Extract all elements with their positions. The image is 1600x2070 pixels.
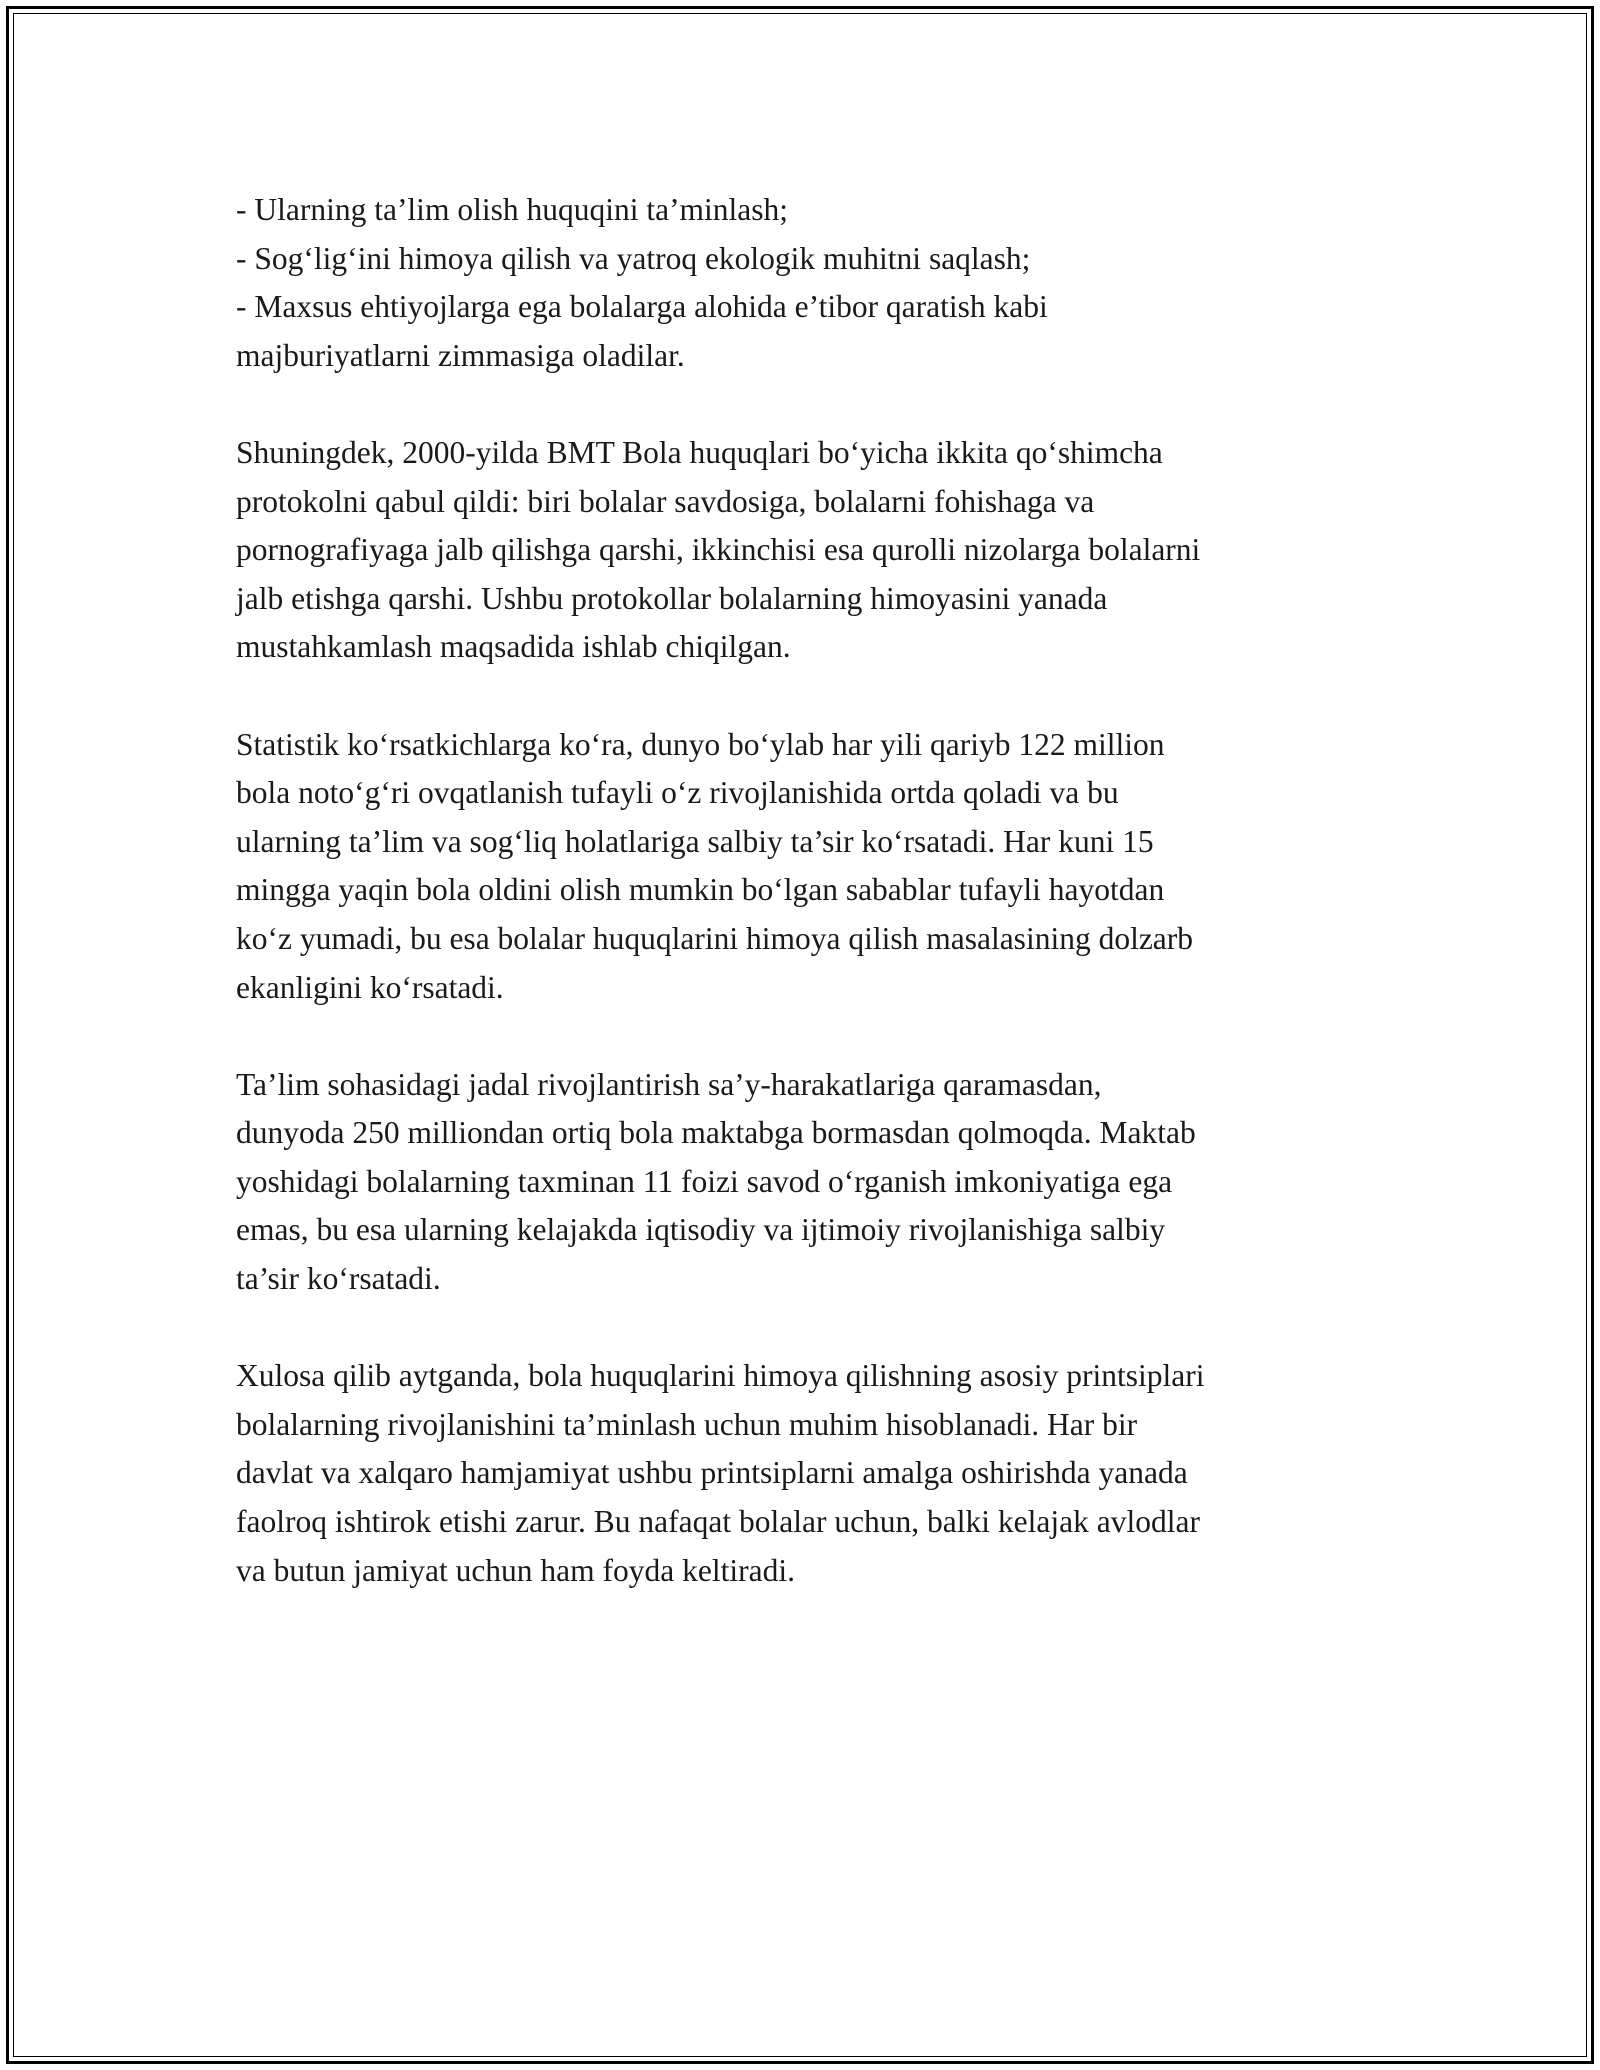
- text-line: ekanligini ko‘rsatadi.: [236, 969, 504, 1005]
- paragraph-protocols: [236, 429, 1376, 672]
- text-line: Xulosa qilib aytganda, bola huquqlarini himoya qilishning asosiy printsiplari: [236, 1358, 1205, 1394]
- paragraph-education: [236, 1061, 1376, 1304]
- text-line: mingga yaqin bola oldini olish mumkin bo‘lgan sabablar tufayli hayotdan: [236, 872, 1165, 908]
- text-line: emas, bu esa ularning kelajakda iqtisodiy va ijtimoiy rivojlanishiga salbiy: [236, 1212, 1166, 1248]
- text-line: faolroq ishtirok etishi zarur. Bu nafaqat bolalar uchun, balki kelajak avlodlar: [236, 1504, 1200, 1540]
- document-body: [236, 186, 1376, 1595]
- text-line: yoshidagi bolalarning taxminan 11 foizi savod o‘rganish imkoniyatiga ega: [236, 1163, 1173, 1199]
- text-line: Shuningdek, 2000-yilda BMT Bola huquqlari bo‘yicha ikkita qo‘shimcha: [236, 434, 1163, 470]
- text-line: bolalarning rivojlanishini ta’minlash uchun muhim hisoblanadi. Har bir: [236, 1406, 1138, 1442]
- text-line: jalb etishga qarshi. Ushbu protokollar bolalarning himoyasini yanada: [236, 580, 1108, 616]
- text-line: davlat va xalqaro hamjamiyat ushbu printsiplarni amalga oshirishda yanada: [236, 1455, 1188, 1491]
- text-line: bola noto‘g‘ri ovqatlanish tufayli o‘z rivojlanishida ortda qoladi va bu: [236, 775, 1119, 811]
- text-line: Statistik ko‘rsatkichlarga ko‘ra, dunyo bo‘ylab har yili qariyb 122 million: [236, 726, 1165, 762]
- text-line: ko‘z yumadi, bu esa bolalar huquqlarini himoya qilish masalasining dolzarb: [236, 920, 1194, 956]
- text-line: mustahkamlash maqsadida ishlab chiqilgan.: [236, 629, 791, 665]
- text-line: - Maxsus ehtiyojlarga ega bolalarga alohida e’tibor qaratish kabi: [236, 289, 1048, 325]
- paragraph-statistics: [236, 721, 1376, 1013]
- text-line: dunyoda 250 milliondan ortiq bola maktabga bormasdan qolmoqda. Maktab: [236, 1115, 1196, 1151]
- paragraph-conclusion: [236, 1352, 1376, 1595]
- paragraph-obligations: [236, 186, 1376, 380]
- text-line: Ta’lim sohasidagi jadal rivojlantirish sa’y-harakatlariga qaramasdan,: [236, 1066, 1102, 1102]
- text-line: majburiyatlarni zimmasiga oladilar.: [236, 337, 685, 373]
- text-line: ularning ta’lim va sog‘liq holatlariga salbiy ta’sir ko‘rsatadi. Har kuni 15: [236, 823, 1154, 859]
- text-line: pornografiyaga jalb qilishga qarshi, ikkinchisi esa qurolli nizolarga bolalarni: [236, 532, 1201, 568]
- text-line: - Ularning ta’lim olish huquqini ta’minlash;: [236, 192, 789, 227]
- text-line: ta’sir ko‘rsatadi.: [236, 1261, 441, 1297]
- text-line: - Sog‘lig‘ini himoya qilish va yatroq ekologik muhitni saqlash;: [236, 240, 1031, 276]
- text-line: protokolni qabul qildi: biri bolalar savdosiga, bolalarni fohishaga va: [236, 483, 1095, 519]
- text-line: va butun jamiyat uchun ham foyda keltiradi.: [236, 1552, 795, 1588]
